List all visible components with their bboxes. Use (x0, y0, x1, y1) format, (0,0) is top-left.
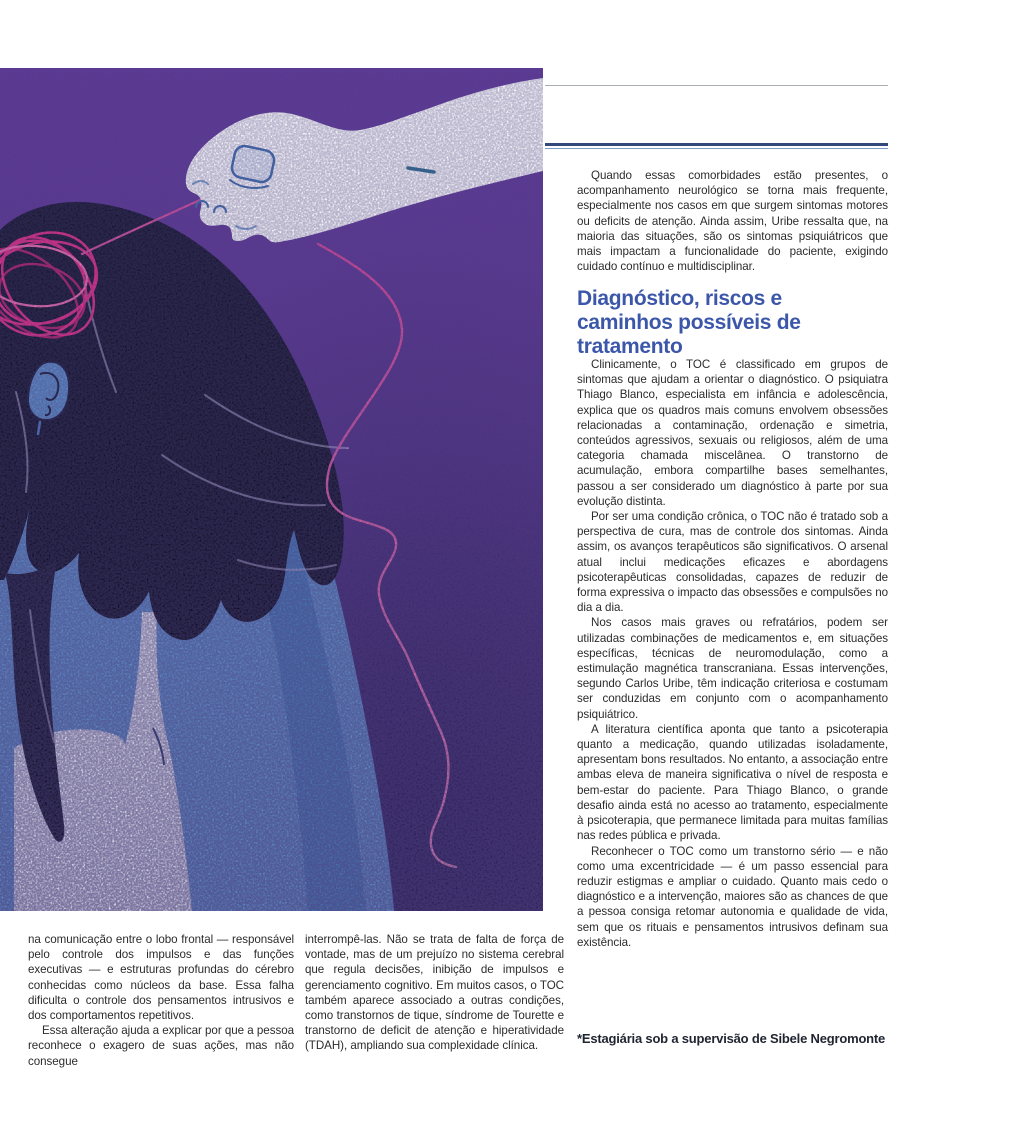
paragraph: Essa alteração ajuda a explicar por que a pessoa reconhece o exagero de suas ações, mas não consegue (28, 1024, 294, 1068)
section-heading (577, 287, 907, 359)
heading-line: caminhos possíveis de (577, 311, 801, 334)
article-right-column (577, 357, 888, 950)
source-note: *Estagiária sob a supervisão de Sibele Negromonte (577, 1031, 886, 1046)
paragraph: A literatura científica aponta que tanto a psicoterapia quanto a medicação, quando utilizadas isoladamente, apresentam bons resultados. No entanto, a associação entre ambas eleva de maneira significativa o nível de resposta e bem-estar do paciente. Para Thiago Blanco, o grande desafio ainda está no acesso ao tratamento, especialmente à psicoterapia, que permanece limitada para muitas famílias nas redes pública e privada. (577, 722, 888, 843)
paragraph: interrompê-las. Não se trata de falta de força de vontade, mas de um prejuízo no sistema cerebral que regula decisões, inibição de impulsos e gerenciamento cognitivo. Em muitos casos, o TOC também aparece associado a outras condições, como transtornos de tique, síndrome de Tourette e transtorno de deficit de atenção e hiperatividade (TDAH), ampliando sua complexidade clínica. (305, 933, 564, 1053)
paragraph: Nos casos mais graves ou refratários, podem ser utilizadas combinações de medicamentos e, em situações específicas, técnicas de neuromodulação, como a estimulação magnética transcraniana. Essas intervenções, segundo Carlos Uribe, têm indicação criteriosa e costumam ser conduzidas em conjunto com o acompanhamento psiquiátrico. (577, 616, 888, 721)
paragraph: na comunicação entre o lobo frontal — responsável pelo controle dos impulsos e das funções executivas — e estruturas profundas do cérebro conhecidas como núcleos da base. Essa falha dificulta o controle dos pensamentos intrusivos e dos comportamentos repetitivos. (28, 933, 294, 1023)
paragraph: Por ser uma condição crônica, o TOC não é tratado sob a perspectiva de cura, mas de controle dos sintomas. Ainda assim, os avanços terapêuticos são significativos. O arsenal atual inclui medicações eficazes e abordagens psicoterapêuticas consolidadas, capazes de reduzir de forma expressiva o impacto das obsessões e compulsões no dia a dia. (577, 510, 888, 615)
heading-line: tratamento (577, 335, 683, 358)
article-middle-column (305, 932, 564, 1054)
heading-line: Diagnóstico, riscos e (577, 287, 782, 310)
illustration (0, 68, 543, 911)
paragraph: Reconhecer o TOC como um transtorno sério — e não como uma excentricidade — é um passo essencial para reduzir estigmas e ampliar o cuidado. Quanto mais cedo o diagnóstico e a intervenção, maiores são as chances de que a pessoa consiga retomar autonomia e qualidade de vida, sem que os rituais e pensamentos intrusivos definam sua existência. (577, 844, 888, 949)
paragraph: Clinicamente, o TOC é classificado em grupos de sintomas que ajudam a orientar o diagnóstico. O psiquiatra Thiago Blanco, especialista em infância e adolescência, explica que os quadros mais comuns envolvem obsessões relacionadas a contaminação, ordenação e simetria, conteúdos agressivos, sexuais ou religiosos, além de uma categoria chamada miscelânea. O transtorno de acumulação, embora compartilhe bases semelhantes, passou a ser considerado um diagnóstico à parte por sua evolução distinta. (577, 358, 888, 508)
paragraph-intro: Quando essas comorbidades estão presentes, o acompanhamento neurológico se torna mais frequente, especialmente nos casos em que surgem sintomas motores ou deficits de atenção. Ainda assim, Uribe ressalta que, na maioria das situações, são os sintomas psiquiátricos que mais impactam a funcionalidade do paciente, exigindo cuidado contínuo e multidisciplinar. (577, 169, 888, 274)
top-rule (545, 85, 888, 86)
article-left-column (28, 932, 294, 1069)
section-rule (545, 143, 888, 149)
